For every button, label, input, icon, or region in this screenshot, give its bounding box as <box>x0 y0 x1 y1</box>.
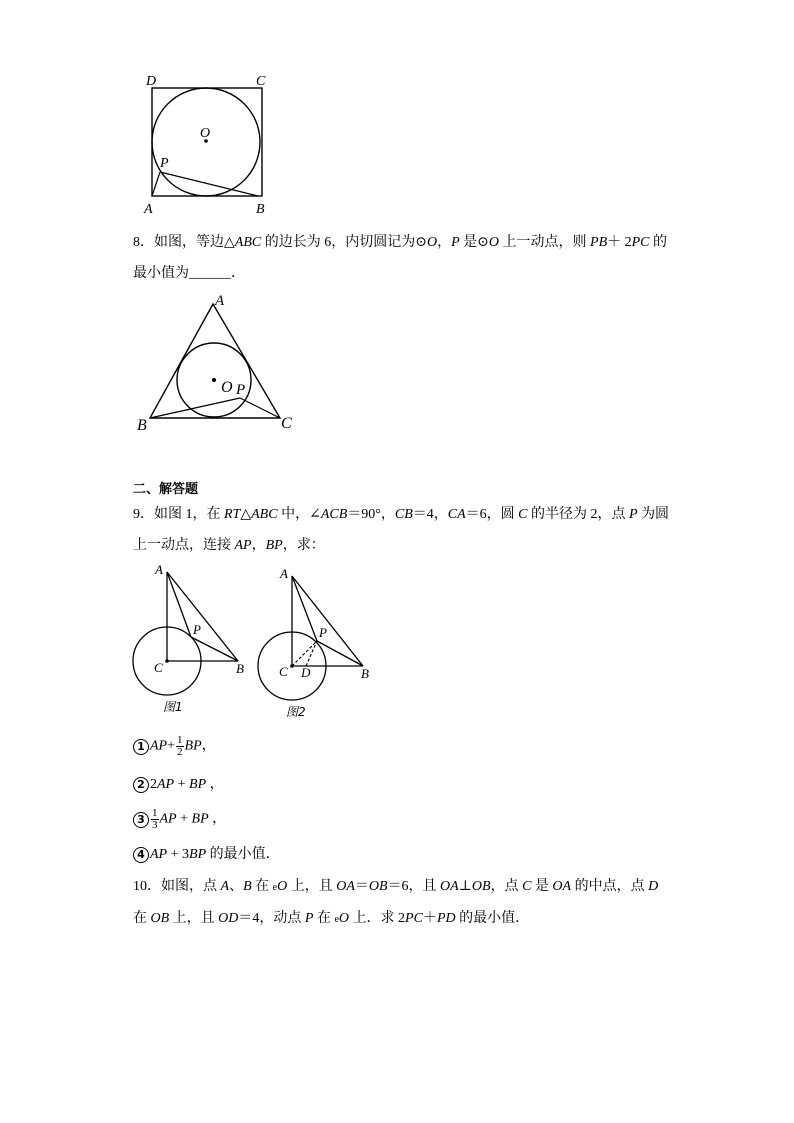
q9-item-2: 2 2AP + BP ， <box>133 775 224 795</box>
q9-item-4: 4 AP + 3BP 的最小值． <box>133 845 280 865</box>
label-B: B <box>137 417 147 434</box>
label-A: A <box>144 202 153 217</box>
label-D: D <box>146 74 157 89</box>
label-B: B <box>256 202 265 217</box>
q8-line2: 最小值为______． <box>133 266 245 281</box>
figure-2 <box>253 566 378 721</box>
q9-line2: 上一动点，连接 AP，BP，求： <box>133 538 325 553</box>
q9-item-3: 3 $\frac{1}{3}$ AP + BP ， <box>133 808 226 831</box>
label-P: P <box>319 625 327 640</box>
q8-line1: 8．如图，等边△ABC 的边长为 6，内切圆记为⊙O，P 是⊙O 上一动点，则 PB＋ 2PC 的 <box>133 235 668 250</box>
q10-line2: 在 OB 上，且 OD＝4，动点 P 在 eO 上．求 2PC＋PD 的最小值． <box>133 911 530 926</box>
q10-line1: 10．如图，点 A、B 在 eO 上，且 OA＝OB＝6，且 OA⊥OB，点 C 是 OA 的中点，点 D <box>133 879 659 894</box>
label-A: A <box>280 566 288 581</box>
answer-blank: ______ <box>189 266 231 281</box>
label-C: C <box>256 74 266 89</box>
figure-1-caption: 图1 <box>163 700 183 714</box>
item-number-3: 3 <box>133 812 149 828</box>
figure-1 <box>128 562 253 717</box>
label-P: P <box>160 156 169 171</box>
section-title: 二、解答题 <box>133 481 199 496</box>
label-P: P <box>236 382 246 398</box>
label-C: C <box>281 415 292 432</box>
label-B: B <box>236 661 244 676</box>
label-B: B <box>361 666 369 681</box>
item-number-2: 2 <box>133 777 149 793</box>
label-C: C <box>154 660 163 675</box>
triangle-incircle-figure <box>130 288 310 438</box>
label-O: O <box>200 126 211 141</box>
label-C: C <box>279 664 288 679</box>
fraction-one-half: $\frac{1}{2}$ <box>177 734 183 758</box>
q9-line1: 9．如图 1，在 RT△ABC 中，∠ACB＝90°，CB＝4，CA＝6，圆 C 的半径为 2，点 P 为圆 <box>133 507 670 522</box>
item-number-4: 4 <box>133 847 149 863</box>
fraction-one-third: $\frac{1}{3}$ <box>152 807 158 831</box>
label-A: A <box>155 562 163 577</box>
figure-2-caption: 图2 <box>286 705 306 719</box>
q9-item-1: 1 AP+ $\frac{1}{2}$ BP， <box>133 735 216 758</box>
item-number-1: 1 <box>133 739 149 755</box>
square-circle-figure <box>130 68 280 218</box>
label-O: O <box>221 379 233 396</box>
label-A: A <box>215 293 225 309</box>
label-D: D <box>301 665 311 680</box>
label-P: P <box>193 622 201 637</box>
